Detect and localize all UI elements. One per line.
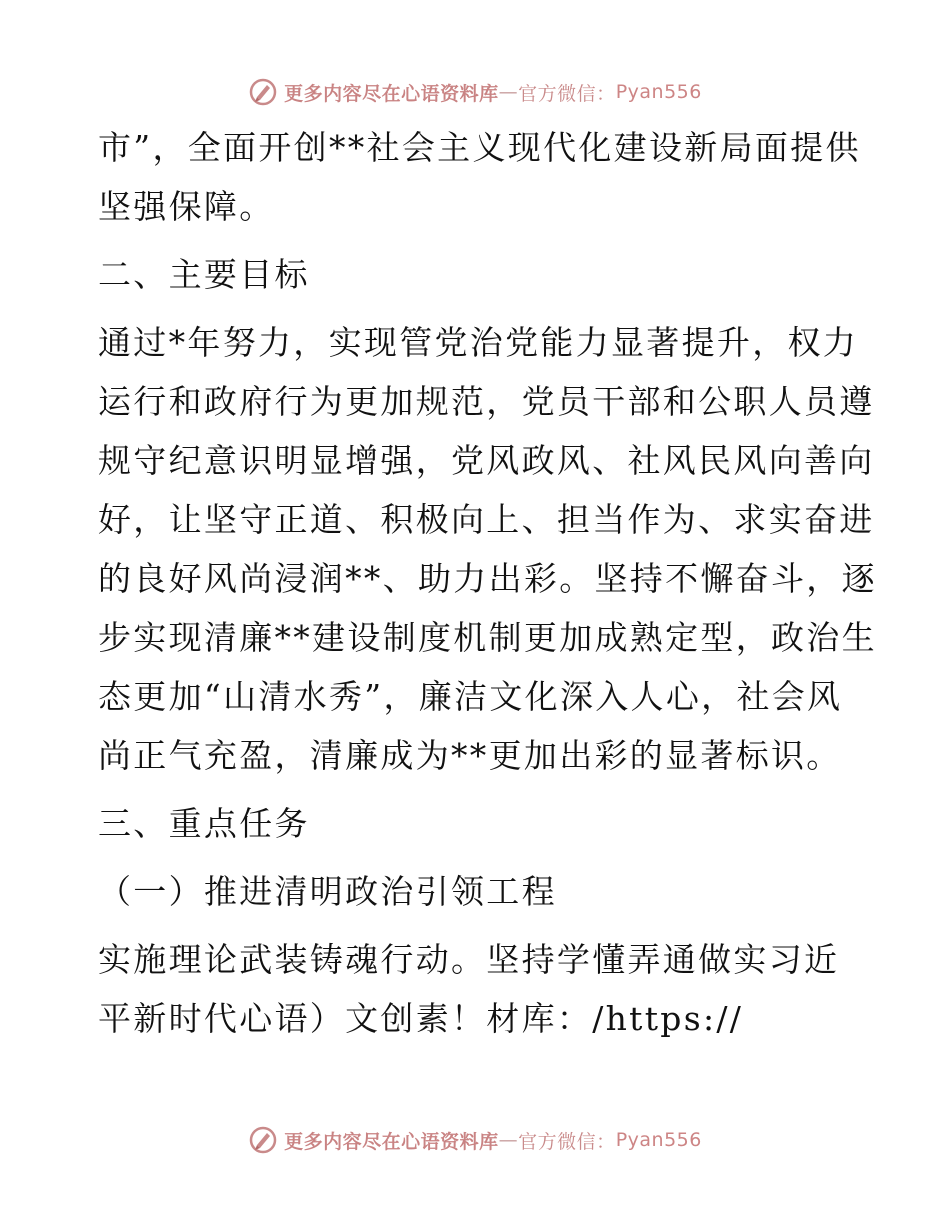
body-line: 步实现清廉**建设制度机制更加成熟定型，政治生 (98, 618, 877, 657)
watermark-wechat-prefix: 官方微信： (518, 82, 616, 105)
watermark-separator: — (498, 1129, 519, 1151)
body-line: 市”，全面开创**社会主义现代化建设新局面提供 (98, 128, 861, 167)
body-line: 尚正气充盈，清廉成为**更加出彩的显著标识。 (98, 736, 842, 775)
pen-logo-icon (248, 1125, 278, 1155)
watermark-wechat-id: Pyan556 (615, 1129, 702, 1151)
body-line: 平新时代心语）文创素！材库：/https:// (98, 999, 744, 1038)
body-line: 坚强保障。 (98, 187, 275, 226)
body-line: 好，让坚守正道、积极向上、担当作为、求实奋进 (98, 500, 875, 539)
pen-logo-icon (248, 77, 278, 107)
section-heading: 三、重点任务 (98, 804, 310, 843)
watermark-title: 更多内容尽在心语资料库 (284, 82, 499, 105)
section-heading: 二、主要目标 (98, 255, 310, 294)
watermark-footer (0, 1120, 950, 1160)
body-line: 实施理论武装铸魂行动。坚持学懂弄通做实习近 (98, 940, 840, 979)
body-line: 通过*年努力，实现管党治党能力显著提升，权力 (98, 323, 859, 362)
document-body (98, 118, 877, 1048)
watermark-wechat-id: Pyan556 (615, 81, 702, 103)
watermark-header (0, 72, 950, 112)
watermark-title: 更多内容尽在心语资料库 (284, 1130, 499, 1153)
watermark-separator: — (498, 81, 519, 103)
body-line: 的良好风尚浸润**、助力出彩。坚持不懈奋斗，逐 (98, 559, 877, 598)
watermark-wechat-prefix: 官方微信： (518, 1130, 616, 1153)
body-line: 态更加“山清水秀”，廉洁文化深入人心，社会风 (98, 677, 843, 716)
body-line: 运行和政府行为更加规范，党员干部和公职人员遵 (98, 382, 875, 421)
subsection-heading: （一）推进清明政治引领工程 (98, 872, 557, 911)
body-line: 规守纪意识明显增强，党风政风、社风民风向善向 (98, 441, 875, 480)
